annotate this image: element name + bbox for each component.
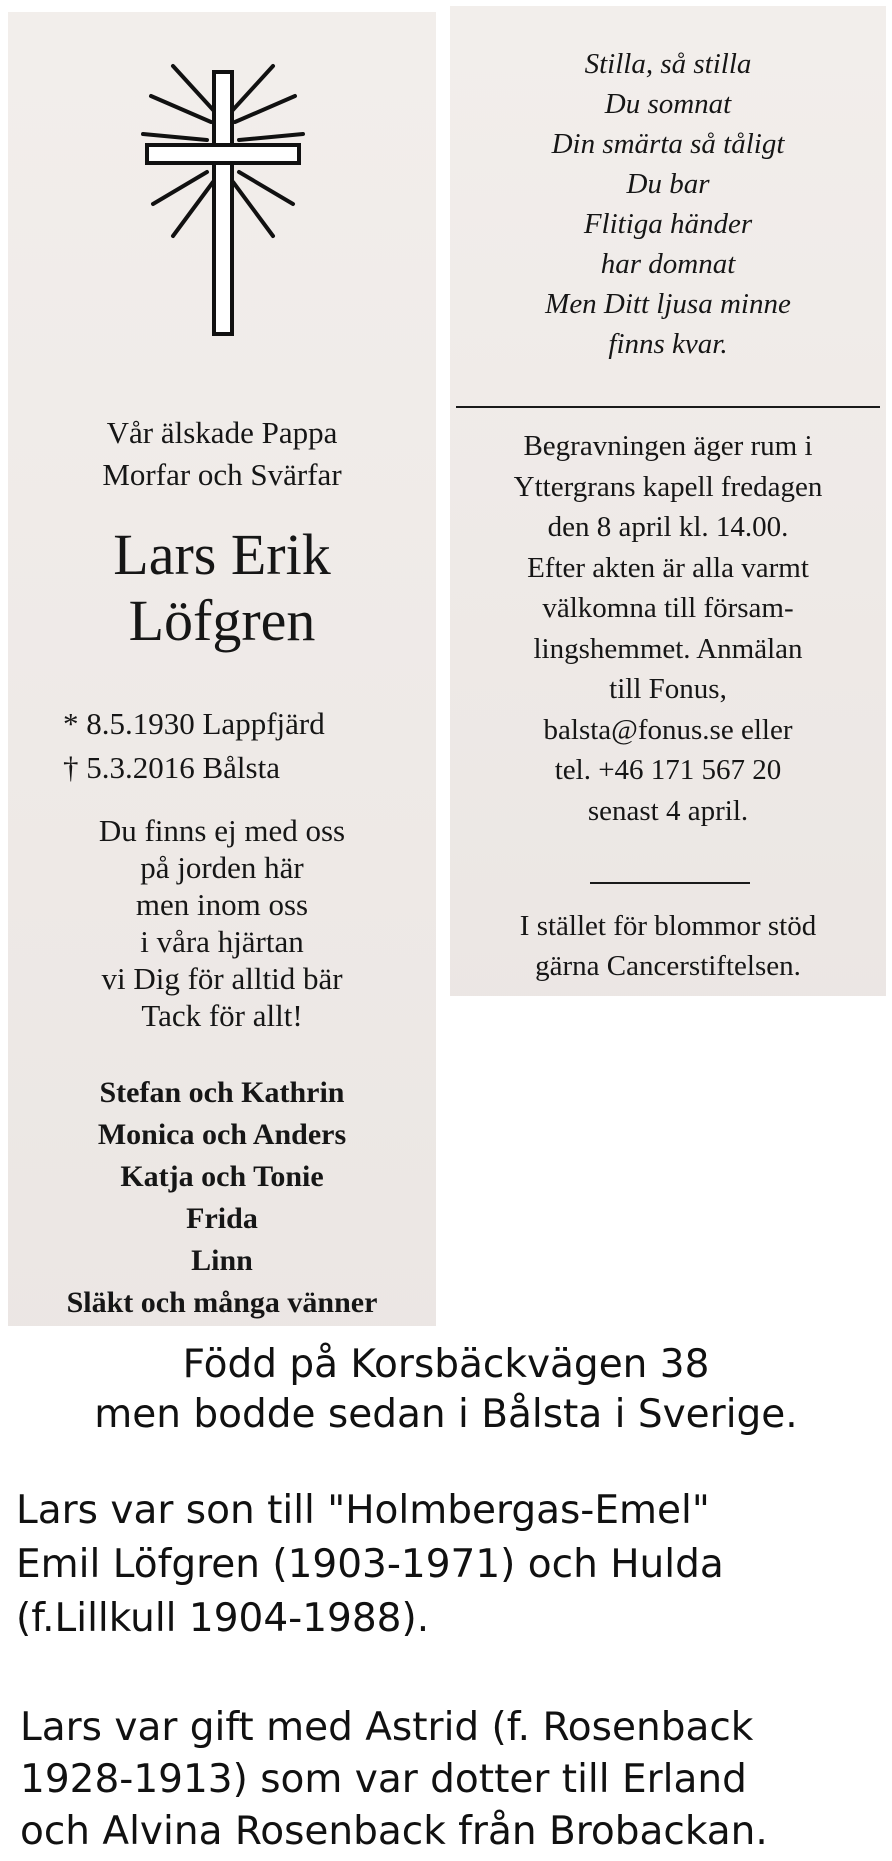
caption-line: och Alvina Rosenback från Brobackan. xyxy=(20,1809,768,1854)
poem-line: har domnat xyxy=(600,248,736,280)
life-dates xyxy=(63,702,325,790)
verse-line: i våra hjärtan xyxy=(140,924,304,959)
intro-lines xyxy=(8,412,436,496)
funeral-info xyxy=(450,426,886,831)
signatory: Släkt och många vänner xyxy=(66,1286,378,1319)
poem-line: Din smärta så tåligt xyxy=(551,128,785,160)
donation-line: gärna Cancerstiftelsen. xyxy=(535,950,801,982)
intro-line: Vår älskade Pappa xyxy=(106,415,338,450)
info-line: den 8 april kl. 14.00. xyxy=(547,511,789,543)
divider-rule-short xyxy=(590,882,750,884)
name-line: Lars Erik xyxy=(113,522,331,587)
obituary-right-clipping xyxy=(450,6,886,996)
poem-line: Du somnat xyxy=(604,88,732,120)
divider-rule xyxy=(456,406,880,408)
signatory: Frida xyxy=(186,1202,258,1235)
intro-line: Morfar och Svärfar xyxy=(102,457,342,492)
radiant-cross-icon xyxy=(133,54,313,344)
caption-line: Emil Löfgren (1903-1971) och Hulda xyxy=(16,1542,724,1587)
caption-line: Lars var son till "Holmbergas-Emel" xyxy=(16,1488,710,1533)
signatory: Katja och Tonie xyxy=(120,1160,324,1193)
farewell-verse xyxy=(8,812,436,1034)
info-line: tel. +46 171 567 20 xyxy=(554,754,782,786)
info-line: Begravningen äger rum i xyxy=(523,430,813,462)
caption-line: Född på Korsbäckvägen 38 xyxy=(182,1342,710,1387)
signatories xyxy=(8,1072,436,1324)
caption-line: (f.Lillkull 1904-1988). xyxy=(16,1596,430,1641)
verse-line: men inom oss xyxy=(135,887,309,922)
poem-line: Du bar xyxy=(626,168,710,200)
info-line: välkomna till försam- xyxy=(542,592,794,624)
verse-line: på jorden här xyxy=(140,850,304,885)
donation-line: I stället för blommor stöd xyxy=(519,910,817,942)
poem-line: Stilla, så stilla xyxy=(584,48,752,80)
poem-line: finns kvar. xyxy=(608,328,728,360)
caption-spouse xyxy=(20,1702,768,1858)
memorial-poem xyxy=(450,44,886,364)
obituary-left-clipping xyxy=(8,12,436,1326)
death-date: † 5.3.2016 Bålsta xyxy=(63,750,280,785)
poem-line: Flitiga händer xyxy=(583,208,753,240)
signatory: Monica och Anders xyxy=(97,1118,347,1151)
signatory: Stefan och Kathrin xyxy=(99,1076,345,1109)
caption-line: Lars var gift med Astrid (f. Rosenback xyxy=(20,1705,754,1750)
verse-line: vi Dig för alltid bär xyxy=(101,961,343,996)
info-line: balsta@fonus.se eller xyxy=(543,713,793,746)
poem-line: Men Ditt ljusa minne xyxy=(545,288,791,320)
caption-line: 1928-1913) som var dotter till Erland xyxy=(20,1757,747,1802)
info-line: Yttergrans kapell fredagen xyxy=(513,470,823,503)
verse-line: Du finns ej med oss xyxy=(98,813,346,848)
signatory: Linn xyxy=(191,1244,253,1277)
caption-line: men bodde sedan i Bålsta i Sverige. xyxy=(94,1392,798,1437)
caption-birthplace xyxy=(0,1340,892,1440)
verse-line: Tack för allt! xyxy=(141,998,303,1033)
info-line: senast 4 april. xyxy=(587,794,749,827)
info-line: Efter akten är alla varmt xyxy=(527,551,809,584)
name-line: Löfgren xyxy=(128,588,316,653)
donation-note xyxy=(450,906,886,986)
birth-date: * 8.5.1930 Lappfjärd xyxy=(63,706,325,741)
info-line: till Fonus, xyxy=(609,673,727,705)
info-line: lingshemmet. Anmälan xyxy=(533,632,803,665)
caption-parents xyxy=(16,1484,724,1646)
deceased-name xyxy=(8,522,436,654)
